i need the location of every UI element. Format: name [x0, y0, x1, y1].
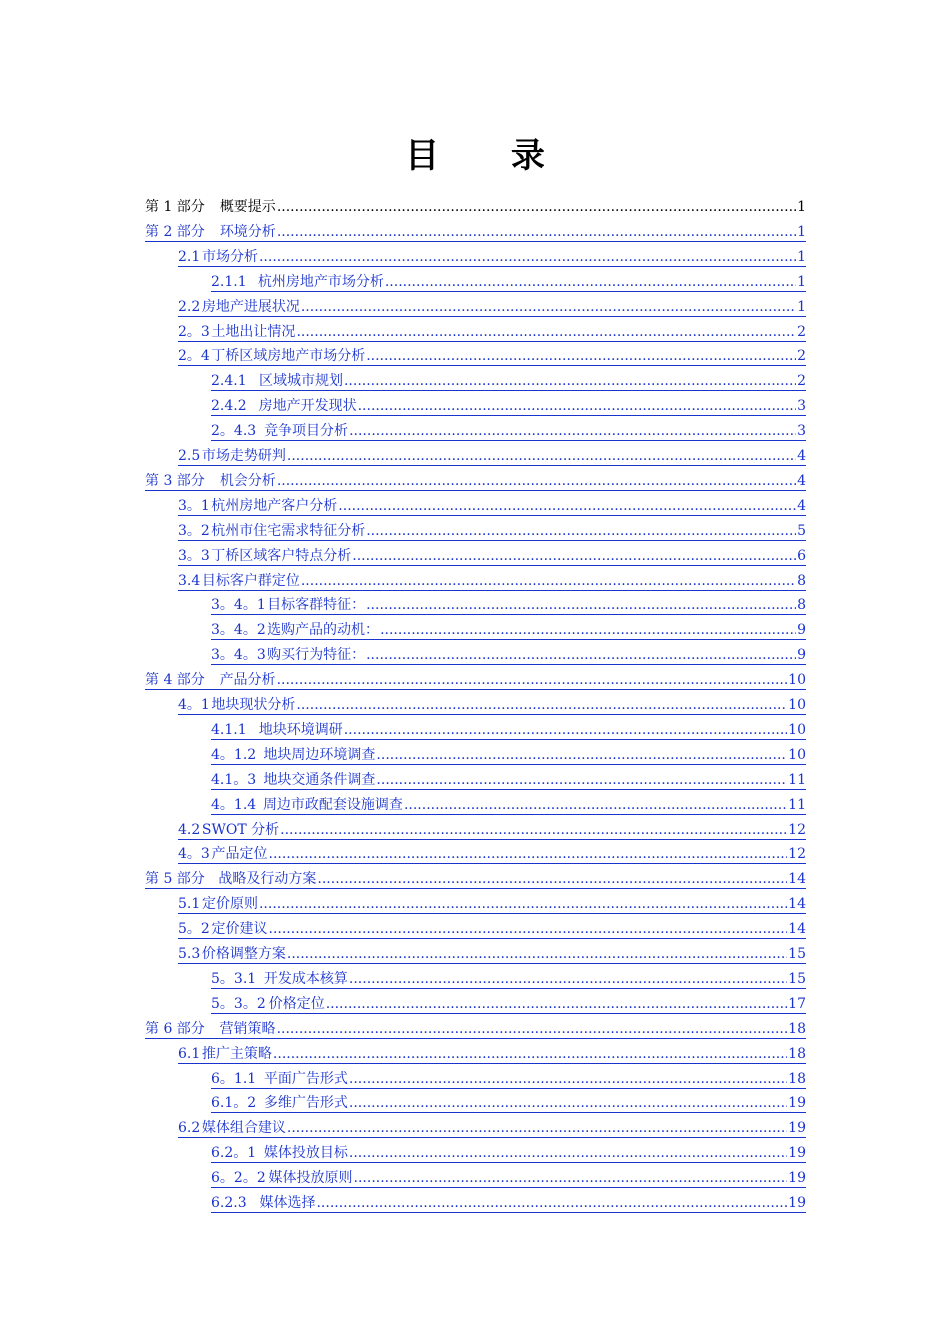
- toc-entry-page: 9: [797, 647, 806, 664]
- toc-title: 目 录: [405, 136, 575, 176]
- toc-entry-label: SWOT 分析: [201, 821, 280, 838]
- toc-entry-label: 机会分析: [219, 472, 276, 489]
- toc-entry-number: 2.1: [178, 248, 201, 265]
- toc-entry-label: 媒体组合建议: [201, 1120, 286, 1137]
- toc-entry-page: 14: [788, 921, 806, 938]
- toc-dot-leader: [352, 547, 796, 565]
- toc-entry-label: 媒体投放目标: [263, 1145, 348, 1162]
- toc-entry-number: 5。3.1: [211, 970, 257, 987]
- toc-dot-leader: [301, 572, 796, 590]
- toc-entry[interactable]: [178, 566, 806, 591]
- toc-dot-leader: [380, 621, 796, 639]
- toc-dot-leader: [287, 447, 796, 465]
- toc-entry-page: 3: [797, 423, 806, 440]
- toc-dot-leader: [326, 995, 787, 1013]
- toc-dot-leader: [349, 970, 787, 988]
- toc-entry-label: 房地产进展状况: [201, 298, 300, 315]
- toc-entry-number: 3。4。3: [211, 647, 266, 664]
- toc-dot-leader: [385, 273, 796, 291]
- toc-entry[interactable]: [145, 665, 806, 690]
- toc-entry-page: 10: [788, 672, 806, 689]
- toc-dot-leader: [354, 1169, 788, 1187]
- toc-dot-leader: [259, 248, 796, 266]
- toc-entry-label: 土地出让情况: [211, 323, 296, 340]
- toc-dot-leader: [366, 596, 796, 614]
- toc-entry-page: 1: [797, 199, 806, 215]
- toc-entry-number: 4.1。3: [211, 771, 257, 788]
- toc-entry-number: 4.2: [178, 821, 201, 838]
- toc-entry-number: 5。2: [178, 921, 210, 938]
- toc-entry-label: 概要提示: [219, 199, 276, 215]
- toc-entry-label: 定价建议: [211, 921, 268, 938]
- toc-entry-page: 2: [797, 323, 806, 340]
- toc-entry-page: 18: [788, 1045, 806, 1062]
- toc-entry-number: 第 1 部分: [145, 199, 205, 215]
- toc-entry-page: 9: [797, 622, 806, 639]
- toc-entry-number: 2.4.2: [211, 398, 247, 415]
- toc-entry[interactable]: [211, 964, 806, 989]
- toc-entry: [145, 192, 806, 216]
- toc-dot-leader: [277, 1020, 788, 1038]
- toc-entry[interactable]: [211, 765, 806, 790]
- toc-dot-leader: [344, 721, 787, 739]
- toc-entry-page: 11: [788, 771, 806, 788]
- toc-dot-leader: [366, 347, 796, 365]
- toc-entry-number: 6。1.1: [211, 1070, 257, 1087]
- toc-entry-page: 2: [797, 373, 806, 390]
- toc-dot-leader: [269, 920, 788, 938]
- toc-entry-number: 3。4。1: [211, 597, 266, 614]
- toc-entry-label: 地块环境调研: [258, 721, 343, 738]
- toc-entry-label: 竞争项目分析: [264, 423, 349, 440]
- toc-dot-leader: [316, 1194, 787, 1212]
- toc-entry[interactable]: [178, 242, 806, 267]
- toc-entry-number: 2。4: [178, 348, 210, 365]
- toc-entry-page: 12: [788, 821, 806, 838]
- toc-entry-label: 目标客户群定位: [201, 572, 300, 589]
- toc-entry[interactable]: [211, 989, 806, 1014]
- toc-entry-page: 19: [788, 1120, 806, 1137]
- toc-dot-leader: [338, 497, 796, 515]
- toc-entry-label: 多维广告形式: [263, 1095, 348, 1112]
- toc-entry-page: 1: [797, 273, 806, 290]
- toc-entry[interactable]: [178, 491, 806, 516]
- toc-entry[interactable]: [178, 839, 806, 864]
- toc-entry-label: 环境分析: [219, 223, 276, 240]
- toc-entry-number: 2.1.1: [211, 273, 247, 290]
- toc-entry-page: 3: [797, 398, 806, 415]
- toc-dot-leader: [349, 1144, 787, 1162]
- toc-entry-label: 选购产品的动机：: [267, 622, 380, 639]
- toc-entry-number: 4。1.2: [211, 746, 257, 763]
- toc-entry[interactable]: [211, 1138, 806, 1163]
- toc-entry[interactable]: [145, 864, 806, 889]
- toc-entry-label: 杭州房地产客户分析: [211, 497, 338, 514]
- toc-entry-page: 8: [797, 572, 806, 589]
- toc-entry-number: 6.1: [178, 1045, 201, 1062]
- toc-entry-number: 4。1: [178, 697, 210, 713]
- toc-entry-page: 14: [788, 871, 806, 888]
- toc-entry-page: 18: [788, 1020, 806, 1037]
- toc-entry[interactable]: [211, 790, 806, 815]
- toc-entry-number: 6.2.3: [211, 1195, 247, 1211]
- toc-dot-leader: [287, 945, 787, 963]
- toc-dot-leader: [296, 696, 787, 714]
- toc-entry[interactable]: [211, 590, 806, 615]
- toc-entry-number: 4。1.4: [211, 796, 257, 813]
- toc-entry-page: 2: [797, 348, 806, 365]
- toc-entry-label: 地块现状分析: [211, 697, 296, 713]
- toc-entry-page: 15: [788, 946, 806, 962]
- toc-dot-leader: [349, 422, 796, 440]
- toc-entry-label: 目标客群特征：: [267, 597, 366, 614]
- toc-dot-leader: [273, 1045, 787, 1063]
- toc-entry-label: 丁桥区域房地产市场分析: [211, 348, 366, 365]
- toc-entry-number: 4.1.1: [211, 721, 247, 738]
- toc-entry-label: 战略及行动方案: [218, 871, 317, 888]
- toc-entry[interactable]: [178, 939, 806, 964]
- toc-entry[interactable]: [211, 366, 806, 391]
- toc-entry-page: 4: [797, 448, 806, 464]
- toc-dot-leader: [366, 646, 796, 664]
- toc-entry-label: 媒体投放原则: [268, 1170, 353, 1187]
- toc-entry[interactable]: [211, 715, 806, 740]
- toc-entry[interactable]: [211, 615, 806, 640]
- toc-entry-page: 15: [788, 970, 806, 987]
- toc-entry-number: 第 2 部分: [145, 223, 205, 240]
- toc-entry-label: 平面广告形式: [263, 1070, 348, 1087]
- toc-entry-page: 10: [788, 721, 806, 738]
- toc-entry-page: 1: [797, 298, 806, 315]
- toc-entry-page: 10: [788, 697, 806, 713]
- toc-entry-number: 2。4.3: [211, 423, 257, 440]
- toc-entry-label: 市场走势研判: [201, 448, 286, 464]
- toc-dot-leader: [277, 671, 788, 689]
- toc-entry-number: 2.2: [178, 298, 201, 315]
- toc-entry-page: 18: [788, 1070, 806, 1087]
- toc-entry-label: 丁桥区域客户特点分析: [211, 547, 352, 564]
- toc-entry-label: 周边市政配套设施调查: [262, 796, 403, 813]
- toc-entry[interactable]: [211, 1188, 806, 1213]
- toc-entry-number: 6.1。2: [211, 1095, 257, 1112]
- toc-entry-page: 19: [788, 1095, 806, 1112]
- toc-entry-page: 1: [797, 248, 806, 265]
- toc-entry-page: 19: [788, 1195, 806, 1211]
- toc-dot-leader: [349, 1094, 787, 1112]
- toc-dot-leader: [269, 845, 788, 863]
- toc-entry[interactable]: [178, 317, 806, 342]
- toc-entry-number: 3。3: [178, 547, 210, 564]
- toc-entry-number: 4。3: [178, 846, 210, 863]
- toc-entry[interactable]: [178, 889, 806, 914]
- toc-entry-label: 价格调整方案: [201, 946, 286, 962]
- toc-entry-number: 第 3 部分: [145, 472, 205, 489]
- toc-entry[interactable]: [211, 391, 806, 416]
- toc-entry[interactable]: [178, 541, 806, 566]
- toc-entry-label: 产品定位: [211, 846, 268, 863]
- toc-dot-leader: [404, 796, 787, 814]
- toc-entry-label: 房地产开发现状: [258, 398, 357, 415]
- toc-entry-label: 价格定位: [268, 995, 325, 1012]
- toc-entry-number: 2.5: [178, 448, 201, 464]
- toc-entry[interactable]: [211, 640, 806, 665]
- toc-entry-number: 3。2: [178, 522, 210, 539]
- toc-entry[interactable]: [178, 914, 806, 939]
- toc-entry-page: 11: [788, 796, 806, 813]
- toc-entry[interactable]: [211, 1088, 806, 1113]
- toc-dot-leader: [317, 870, 787, 888]
- toc-entry[interactable]: [211, 416, 806, 441]
- toc-entry-label: 定价原则: [201, 896, 258, 913]
- toc-entry-label: 市场分析: [201, 248, 258, 265]
- toc-entry-label: 地块交通条件调查: [263, 771, 376, 788]
- toc-entry-page: 4: [797, 472, 806, 489]
- toc-entry-page: 1: [797, 223, 806, 240]
- toc-dot-leader: [349, 1070, 787, 1088]
- toc-entry[interactable]: [211, 267, 806, 292]
- toc-entry[interactable]: [178, 341, 806, 366]
- toc-entry-page: 8: [797, 597, 806, 614]
- toc-entry-label: 推广主策略: [201, 1045, 272, 1062]
- toc-entry-label: 区域城市规划: [258, 373, 343, 390]
- toc-entry-number: 3。4。2: [211, 622, 266, 639]
- toc-dot-leader: [277, 223, 796, 241]
- toc-dot-leader: [366, 522, 796, 540]
- toc-entry-label: 购买行为特征：: [267, 647, 366, 664]
- toc-entry-number: 5.3: [178, 946, 201, 962]
- toc-entry-number: 3.4: [178, 572, 201, 589]
- toc-entry-label: 杭州市住宅需求特征分析: [211, 522, 366, 539]
- toc-dot-leader: [280, 821, 787, 839]
- toc-entry-page: 19: [788, 1145, 806, 1162]
- toc-entry[interactable]: [145, 1014, 806, 1039]
- toc-entry[interactable]: [178, 292, 806, 317]
- toc-entry-number: 第 4 部分: [145, 672, 205, 689]
- toc-entry-number: 6.2。1: [211, 1145, 257, 1162]
- toc-entry[interactable]: [178, 516, 806, 541]
- toc-entry[interactable]: [145, 217, 806, 242]
- toc-dot-leader: [277, 472, 796, 490]
- toc-entry-label: 开发成本核算: [263, 970, 348, 987]
- toc-entry[interactable]: [178, 1113, 806, 1138]
- toc-entry-page: 12: [788, 846, 806, 863]
- toc-entry-page: 5: [797, 522, 806, 539]
- toc-entry-number: 第 6 部分: [145, 1020, 205, 1037]
- toc-dot-leader: [344, 372, 796, 390]
- toc-entry-page: 19: [788, 1170, 806, 1187]
- toc-entry-page: 14: [788, 896, 806, 913]
- toc-entry-number: 6。2。2: [211, 1170, 266, 1187]
- toc-entry[interactable]: [145, 466, 806, 491]
- toc-entry-page: 10: [788, 746, 806, 763]
- toc-entry[interactable]: [178, 815, 806, 840]
- toc-entry[interactable]: [178, 690, 806, 715]
- toc-entry-page: 6: [797, 547, 806, 564]
- toc-entry[interactable]: [211, 740, 806, 765]
- toc-entry-page: 17: [788, 995, 806, 1012]
- toc-dot-leader: [376, 746, 787, 764]
- toc-entry[interactable]: [211, 1163, 806, 1188]
- toc-entry-page: 4: [797, 497, 806, 514]
- toc-entry-number: 5。3。2: [211, 995, 266, 1012]
- toc-entry-label: 产品分析: [219, 672, 276, 689]
- toc-entry-label: 地块周边环境调查: [263, 746, 376, 763]
- toc-dot-leader: [259, 895, 787, 913]
- toc-entry-label: 媒体选择: [259, 1195, 316, 1211]
- toc-entry-number: 5.1: [178, 896, 201, 913]
- toc-dot-leader: [301, 298, 796, 316]
- toc-dot-leader: [376, 771, 787, 789]
- toc-dot-leader: [296, 323, 796, 341]
- toc-entry-number: 6.2: [178, 1120, 201, 1137]
- toc-dot-leader: [277, 198, 796, 216]
- toc-entry-label: 杭州房地产市场分析: [257, 273, 384, 290]
- toc-entry-number: 2。3: [178, 323, 210, 340]
- toc-entry[interactable]: [178, 1039, 806, 1064]
- toc-entry-label: 营销策略: [219, 1020, 276, 1037]
- toc-entry-number: 3。1: [178, 497, 210, 514]
- toc-entry-number: 第 5 部分: [145, 871, 205, 888]
- toc-entry[interactable]: [178, 441, 806, 466]
- toc-entry-number: 2.4.1: [211, 373, 247, 390]
- toc-dot-leader: [287, 1119, 787, 1137]
- toc-entry[interactable]: [211, 1064, 806, 1089]
- toc-dot-leader: [358, 397, 796, 415]
